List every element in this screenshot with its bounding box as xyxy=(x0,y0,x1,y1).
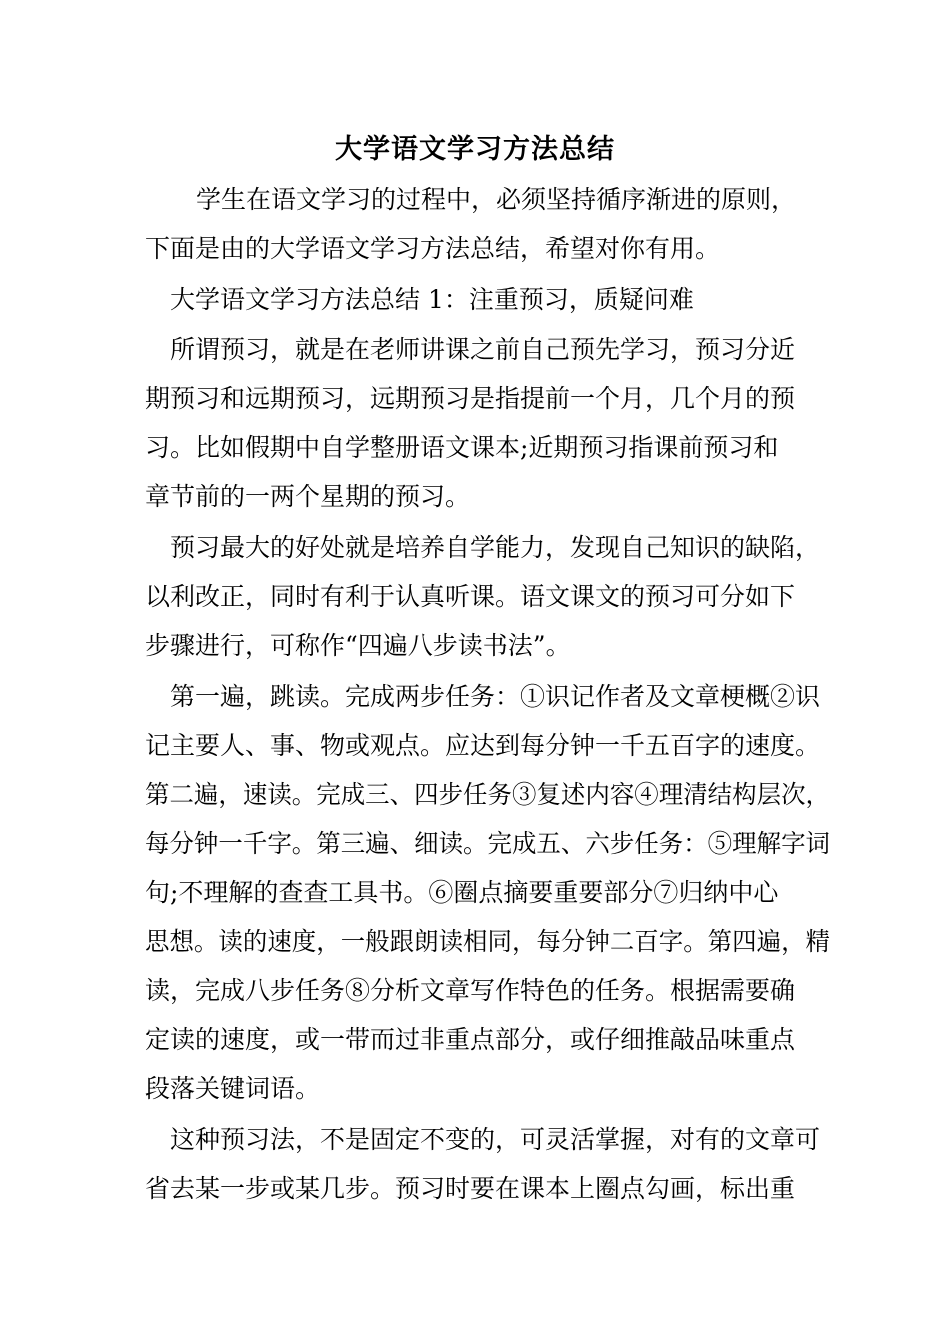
paragraph-line: 这种预习法，不是固定不变的，可灵活掌握，对有的文章可 xyxy=(170,1125,821,1154)
paragraph-line: 以利改正，同时有利于认真听课。语文课文的预习可分如下 xyxy=(145,582,796,611)
paragraph-line: 每分钟一千字。第三遍、细读。完成五、六步任务：⑤理解字词 xyxy=(145,829,831,858)
paragraph-line: 学生在语文学习的过程中，必须坚持循序渐进的原则， xyxy=(196,185,797,214)
document-title: 大学语文学习方法总结 xyxy=(335,134,615,165)
paragraph-line: 读，完成八步任务⑧分析文章写作特色的任务。根据需要确 xyxy=(145,976,796,1005)
paragraph-line: 下面是由的大学语文学习方法总结，希望对你有用。 xyxy=(145,234,721,263)
paragraph-line: 段落关键词语。 xyxy=(145,1074,321,1103)
paragraph-line: 记主要人、事、物或观点。应达到每分钟一千五百字的速度。 xyxy=(145,731,821,760)
paragraph-line: 第一遍，跳读。完成两步任务：①识记作者及文章梗概②识 xyxy=(170,682,821,711)
paragraph-line: 句;不理解的查查工具书。⑥圈点摘要重要部分⑦归纳中心 xyxy=(145,878,779,907)
section-heading: 大学语文学习方法总结 1：注重预习，质疑问难 xyxy=(170,285,694,314)
paragraph-line: 定读的速度，或一带而过非重点部分，或仔细推敲品味重点 xyxy=(145,1025,796,1054)
paragraph-line: 期预习和远期预习，远期预习是指提前一个月，几个月的预 xyxy=(145,384,796,413)
paragraph-line: 步骤进行，可称作“四遍八步读书法”。 xyxy=(145,631,571,660)
paragraph-line: 预习最大的好处就是培养自学能力，发现自己知识的缺陷， xyxy=(170,533,821,562)
paragraph-line: 所谓预习，就是在老师讲课之前自己预先学习，预习分近 xyxy=(170,335,796,364)
paragraph-line: 第二遍，速读。完成三、四步任务③复述内容④理清结构层次， xyxy=(145,780,831,809)
paragraph-line: 章节前的一两个星期的预习。 xyxy=(145,482,471,511)
paragraph-line: 习。比如假期中自学整册语文课本;近期预习指课前预习和 xyxy=(145,433,779,462)
paragraph-line: 省去某一步或某几步。预习时要在课本上圈点勾画，标出重 xyxy=(145,1174,796,1203)
paragraph-line: 思想。读的速度，一般跟朗读相同，每分钟二百字。第四遍，精 xyxy=(145,927,831,956)
